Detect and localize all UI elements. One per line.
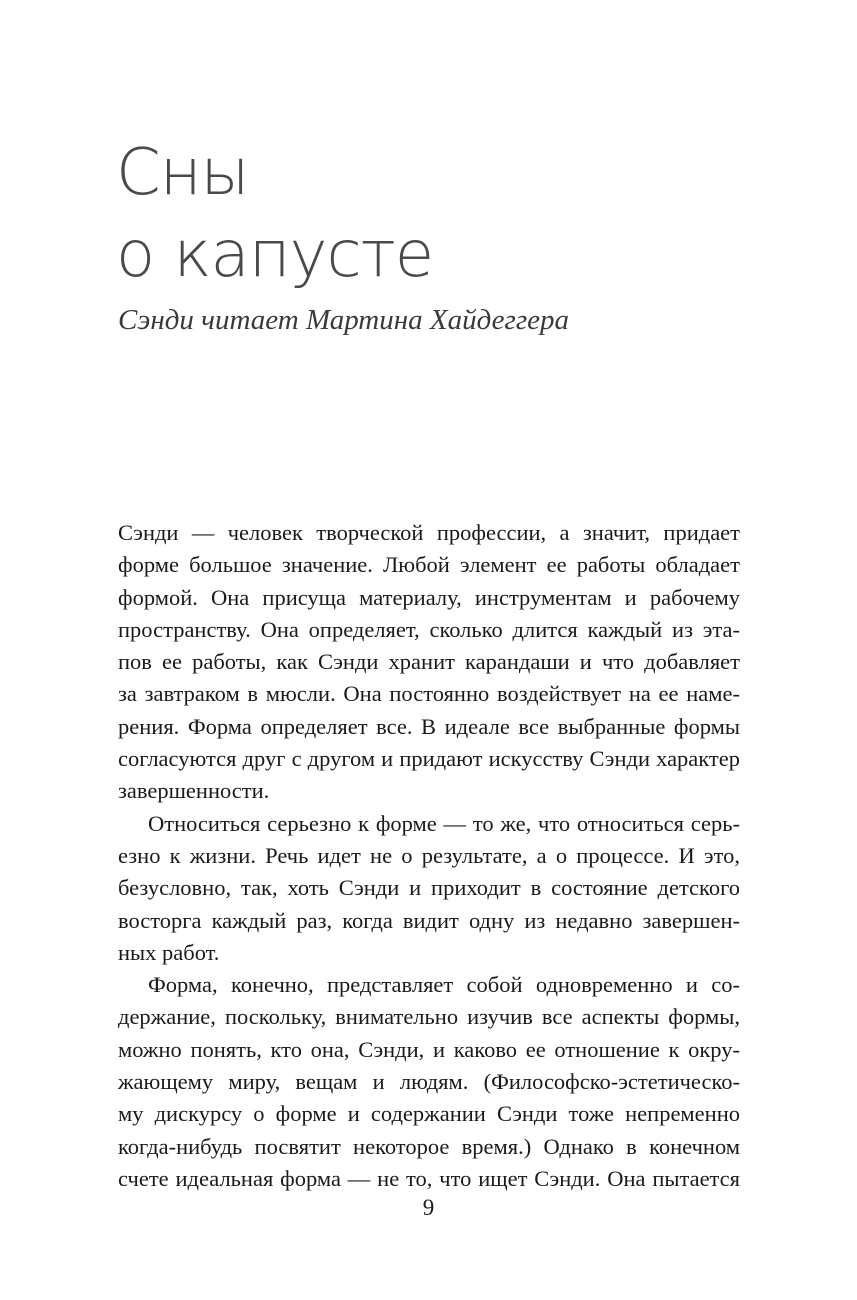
text-line: пространству. Она определяет, сколько длится каждый из эта- xyxy=(118,616,740,642)
chapter-title xyxy=(116,132,433,296)
text-line: Форма, конечно, представляет собой одновременно и со- xyxy=(148,972,740,998)
text-line: восторга каждый раз, когда видит одну из недавно завершен- xyxy=(118,907,740,933)
text-line: за завтраком в мюсли. Она постоянно воздействует на ее наме- xyxy=(118,681,740,707)
text-line: согласуются друг с другом и придают искусству Сэнди характер xyxy=(118,746,740,772)
paragraph xyxy=(118,969,740,1195)
page-number: 9 xyxy=(422,1195,435,1220)
text-line: форме большое значение. Любой элемент ее работы обладает xyxy=(118,552,740,578)
chapter-title-line: Сны xyxy=(116,136,249,210)
text-line: рения. Форма определяет все. В идеале все выбранные формы xyxy=(118,713,740,739)
text-line: пов ее работы, как Сэнди хранит карандаши и что добавляет xyxy=(118,649,740,675)
text-line: жающему миру, вещам и людям. (Философско-эстетическо- xyxy=(118,1069,740,1095)
text-line: безусловно, так, хоть Сэнди и приходит в состояние детского xyxy=(118,875,740,901)
body-text xyxy=(118,517,740,1195)
text-line: му дискурсу о форме и содержании Сэнди тоже непременно xyxy=(118,1101,740,1127)
chapter-title-line: о капусте xyxy=(116,218,434,292)
text-line: счете идеальная форма — не то, что ищет Сэнди. Она пытается xyxy=(118,1165,740,1191)
paragraph xyxy=(118,808,740,969)
chapter-subtitle: Сэнди читает Мартина Хайдеггера xyxy=(118,304,570,336)
text-line: формой. Она присуща материалу, инструментам и рабочему xyxy=(118,584,740,610)
paragraph xyxy=(118,517,740,808)
text-line: держание, поскольку, внимательно изучив все аспекты формы, xyxy=(118,1004,740,1030)
text-line: езно к жизни. Речь идет не о результате, а о процессе. И это, xyxy=(118,842,740,868)
text-line: Сэнди — человек творческой профессии, а значит, придает xyxy=(118,520,740,545)
text-line: завершенности. xyxy=(118,778,270,804)
text-line: ных работ. xyxy=(118,939,220,965)
text-line: когда-нибудь посвятит некоторое время.) Однако в конечном xyxy=(118,1133,740,1159)
text-line: Относиться серьезно к форме — то же, что относиться серь- xyxy=(148,810,740,836)
text-line: можно понять, кто она, Сэнди, и каково ее отношение к окру- xyxy=(118,1036,740,1062)
